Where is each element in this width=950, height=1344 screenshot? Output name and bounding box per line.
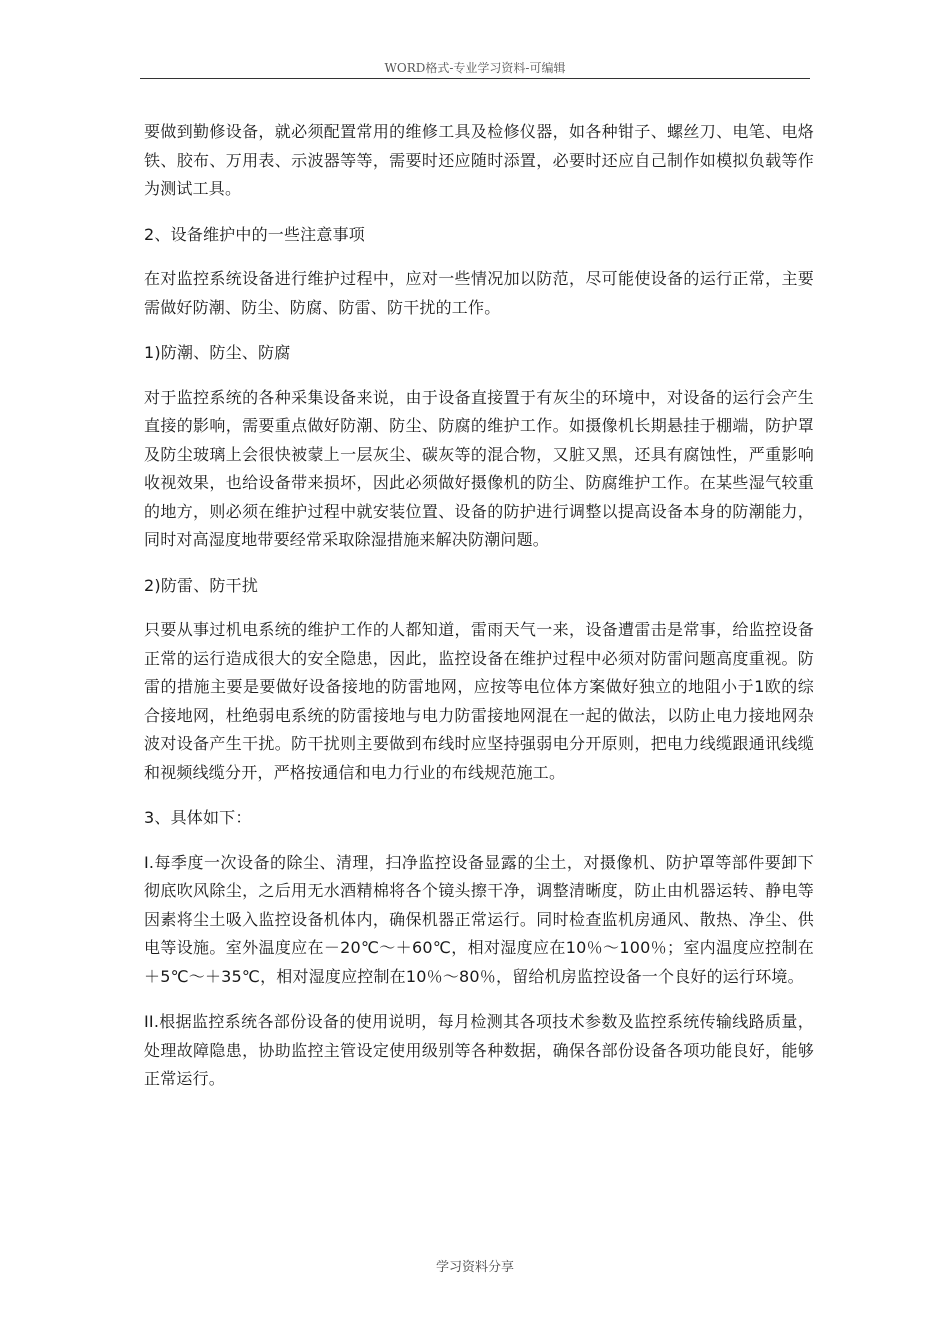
paragraph-maintenance-precautions: 在对监控系统设备进行维护过程中，应对一些情况加以防范，尽可能使设备的运行正常，主要需做好防潮、防尘、防腐、防雷、防干扰的工作。 [144, 269, 814, 317]
section-heading-2: 2、设备维护中的一些注意事项 [144, 224, 365, 244]
header-rule [140, 78, 810, 79]
paragraph-lightning-interference: 只要从事过机电系统的维护工作的人都知道，雷雨天气一来，设备遭雷击是常事，给监控设备正常的运行造成很大的安全隐患，因此，监控设备在维护过程中必须对防雷问题高度重视。防雷的措施主要是要做好设备接地的防雷地网，应按等电位体方案做好独立的地阻小于1欧的综合接地网，杜绝弱电系统的防雷接地与电力防雷接地网混在一起的做法，以防止电力接地网杂波对设备产生干扰。防干扰则主要做到布线时应坚持强弱电分开原则，把电力线缆跟通讯线缆和视频线缆分开，严格按通信和电力行业的布线规范施工。 [144, 620, 814, 782]
paragraph-maintenance-tools: 要做到勤修设备，就必须配置常用的维修工具及检修仪器，如各种钳子、螺丝刀、电笔、电烙铁、胶布、万用表、示波器等等，需要时还应随时添置，必要时还应自己制作如模拟负载等作为测试工具。 [144, 122, 814, 198]
section-heading-3: 3、具体如下： [144, 808, 252, 827]
page-footer: 学习资料分享 [435, 1260, 514, 1275]
page-header: WORD格式-专业学习资料-可编辑 [384, 61, 566, 75]
paragraph-quarterly-cleaning: I.每季度一次设备的除尘、清理，扫净监控设备显露的尘土，对摄像机、防护罩等部件要卸下彻底吹风除尘，之后用无水酒精棉将各个镜头擦干净，调整清晰度，防止由机器运转、静电等因素将尘土吸入监控设备机体内，确保机器正常运行。同时检查监机房通风、散热、净尘、供电等设施。室外温度应在－20℃～＋60℃，相对湿度应在10％～100％；室内温度应控制在＋5℃～＋35℃，相对湿度应控制在10％～80％，留给机房监控设备一个良好的运行环境。 [144, 852, 814, 986]
document-body [144, 118, 814, 1111]
subheading-lightning-interference: 2)防雷、防干扰 [144, 575, 259, 595]
paragraph-monthly-inspection: II.根据监控系统各部份设备的使用说明，每月检测其各项技术参数及监控系统传输线路质量，处理故障隐患，协助监控主管设定使用级别等各种数据，确保各部份设备各项功能良好，能够正常运行。 [144, 1012, 814, 1088]
paragraph-moisture-dust-corrosion: 对于监控系统的各种采集设备来说，由于设备直接置于有灰尘的环境中，对设备的运行会产生直接的影响，需要重点做好防潮、防尘、防腐的维护工作。如摄像机长期悬挂于棚端，防护罩及防尘玻璃上会很快被蒙上一层灰尘、碳灰等的混合物，又脏又黑，还具有腐蚀性，严重影响收视效果，也给设备带来损坏，因此必须做好摄像机的防尘、防腐维护工作。在某些湿气较重的地方，则必须在维护过程中就安装位置、设备的防护进行调整以提高设备本身的防潮能力，同时对高湿度地带要经常采取除湿措施来解决防潮问题。 [144, 387, 814, 549]
subheading-moisture-dust-corrosion: 1)防潮、防尘、防腐 [144, 343, 291, 362]
